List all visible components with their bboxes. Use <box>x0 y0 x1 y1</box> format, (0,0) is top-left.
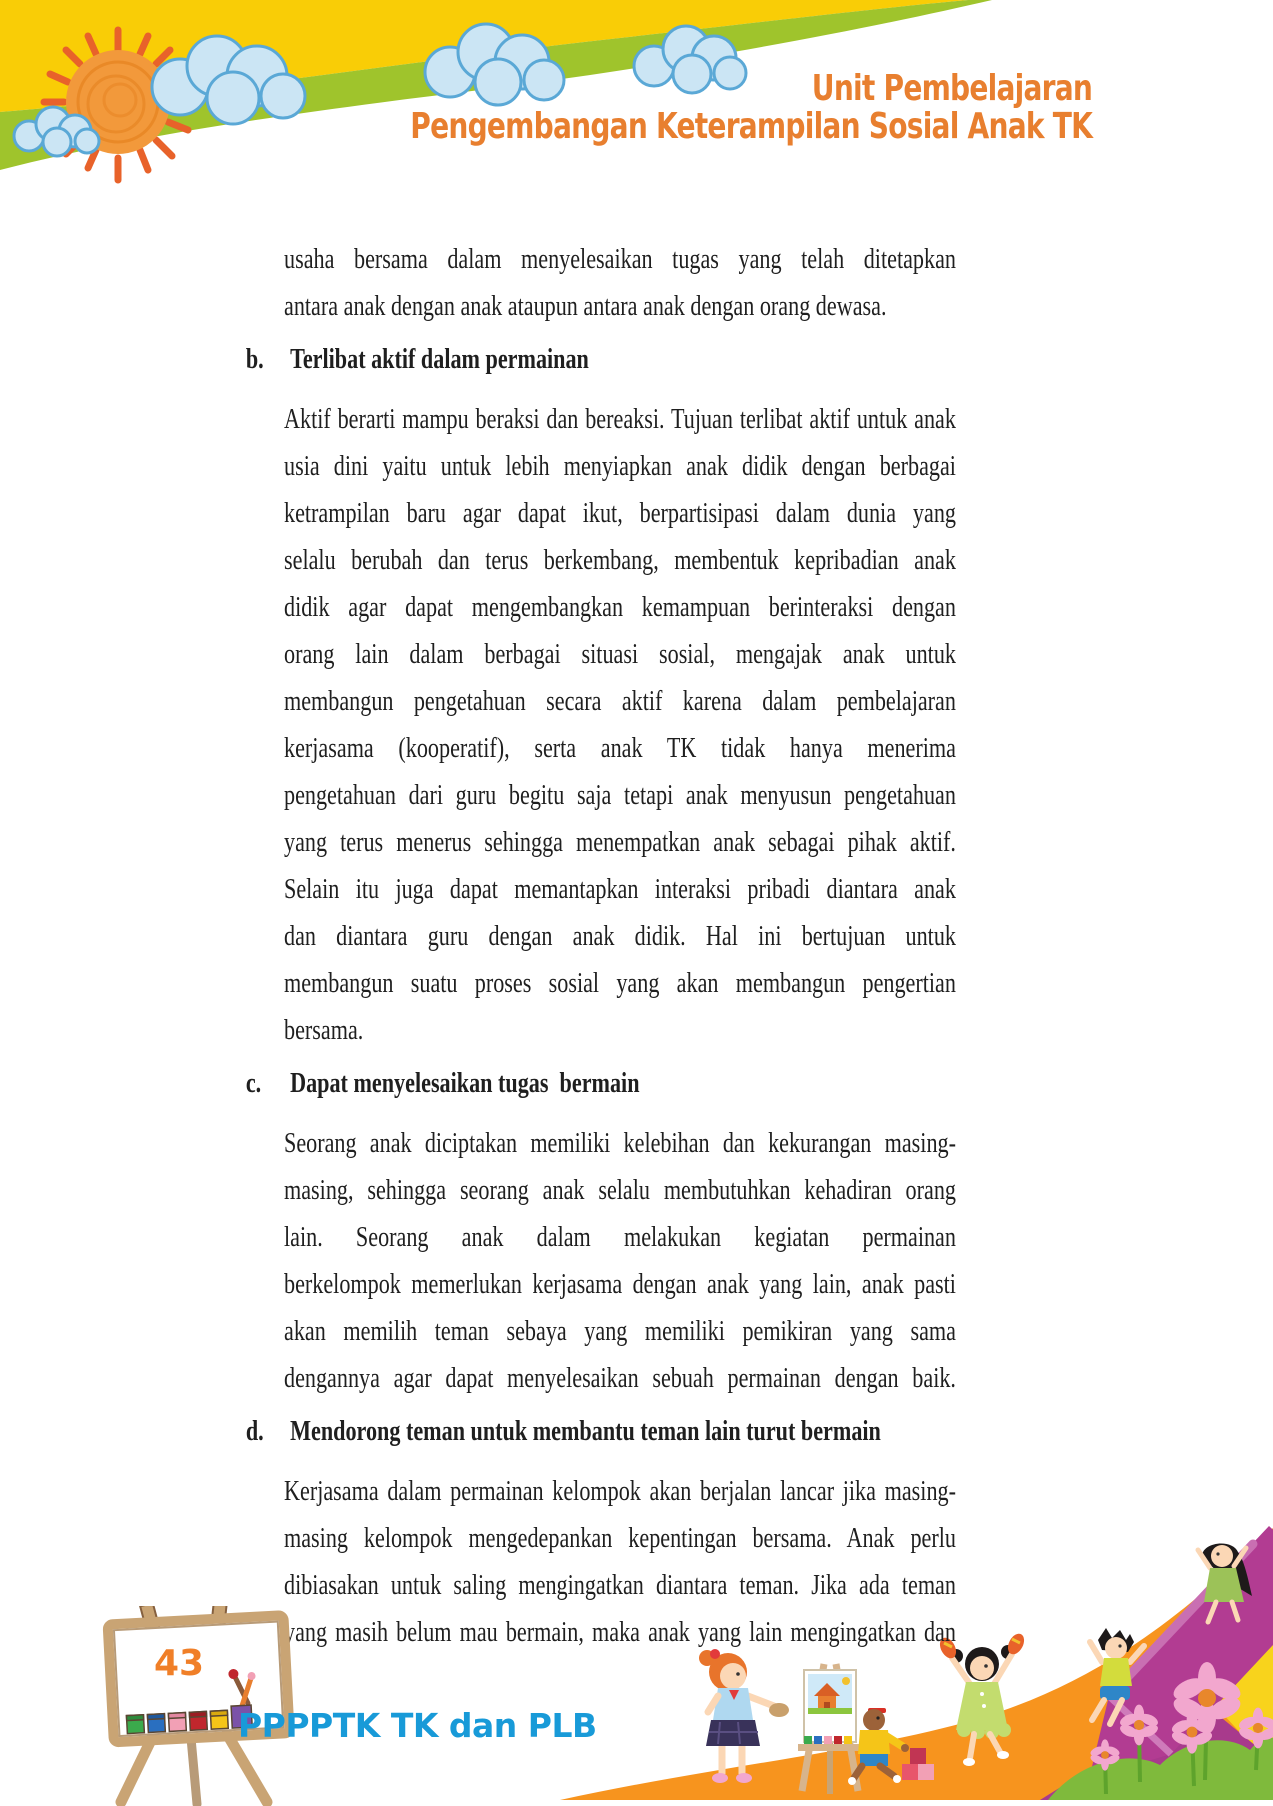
paragraph <box>284 396 956 1054</box>
text-column <box>245 236 956 1656</box>
section-heading <box>245 1408 956 1455</box>
text-line: dibiasakan untuk saling mengingatkan diantara teman. Jika ada teman <box>284 1569 956 1601</box>
text-line: membangun suatu proses sosial yang akan membangun pengertian <box>284 967 956 999</box>
document-title-line1: Unit Pembelajaran <box>811 68 1092 109</box>
paragraph <box>284 236 956 330</box>
text-line: masing, sehingga seorang anak selalu membutuhkan kehadiran orang <box>284 1174 956 1206</box>
text-line: membangun pengetahuan secara aktif karena dalam pembelajaran <box>284 685 956 717</box>
section-heading <box>245 336 956 383</box>
text-line: akan memilih teman sebaya yang memiliki pemikiran yang sama <box>284 1315 956 1347</box>
paragraph <box>284 1120 956 1402</box>
text-line: antara anak dengan anak ataupun antara anak dengan orang dewasa. <box>284 290 887 322</box>
document-title-line2: Pengembangan Keterampilan Sosial Anak TK <box>410 106 1092 147</box>
page-number: 43 <box>153 1643 205 1684</box>
text-line: Kerjasama dalam permainan kelompok akan berjalan lancar jika masing- <box>284 1475 956 1507</box>
text-line: yang terus menerus sehingga menempatkan anak sebagai pihak aktif. <box>284 826 956 858</box>
text-line: bersama. <box>284 1014 364 1046</box>
text-line: lain. Seorang anak dalam melakukan kegiatan permainan <box>284 1221 956 1253</box>
text-line: Selain itu juga dapat memantapkan interaksi pribadi diantara anak <box>284 873 956 905</box>
document-title <box>410 70 1092 146</box>
text-line: pengetahuan dari guru begitu saja tetapi anak menyusun pengetahuan <box>284 779 956 811</box>
text-line: Seorang anak diciptakan memiliki kelebihan dan kekurangan masing- <box>284 1127 956 1159</box>
text-line: masing kelompok mengedepankan kepentingan bersama. Anak perlu <box>284 1522 956 1554</box>
text-line: didik agar dapat mengembangkan kemampuan berinteraksi dengan <box>284 591 956 623</box>
text-line: Aktif berarti mampu beraksi dan bereaksi. Tujuan terlibat aktif untuk anak <box>284 403 956 435</box>
section-heading <box>245 1060 956 1107</box>
section-heading-text: Mendorong teman untuk membantu teman lain turut bermain <box>290 1415 881 1447</box>
text-line: berkelompok memerlukan kerjasama dengan anak yang lain, anak pasti <box>284 1268 956 1300</box>
section-heading-text: Dapat menyelesaikan tugas bermain <box>290 1067 640 1099</box>
text-line: dan diantara guru dengan anak didik. Hal ini bertujuan untuk <box>284 920 956 952</box>
text-line: usaha bersama dalam menyelesaikan tugas yang telah ditetapkan <box>284 243 956 275</box>
text-line: kerjasama (kooperatif), serta anak TK tidak hanya menerima <box>284 732 956 764</box>
section-label: c. <box>245 1067 262 1099</box>
text-line: orang lain dalam berbagai situasi sosial, mengajak anak untuk <box>284 638 956 670</box>
section-heading-text: Terlibat aktif dalam permainan <box>290 343 589 375</box>
text-line: yang masih belum mau bermain, maka anak yang lain mengingatkan dan <box>284 1616 956 1648</box>
text-line: selalu berubah dan terus berkembang, membentuk kepribadian anak <box>284 544 956 576</box>
org-logo-text: PPPPTK TK dan PLB <box>238 1706 597 1745</box>
text-line: ketrampilan baru agar dapat ikut, berpartisipasi dalam dunia yang <box>284 497 956 529</box>
paragraph <box>284 1468 956 1656</box>
text-line: usia dini yaitu untuk lebih menyiapkan anak didik dengan berbagai <box>284 450 956 482</box>
section-label: b. <box>245 343 264 375</box>
section-label: d. <box>245 1415 264 1447</box>
text-line: dengannya agar dapat menyelesaikan sebuah permainan dengan baik. <box>284 1362 956 1394</box>
